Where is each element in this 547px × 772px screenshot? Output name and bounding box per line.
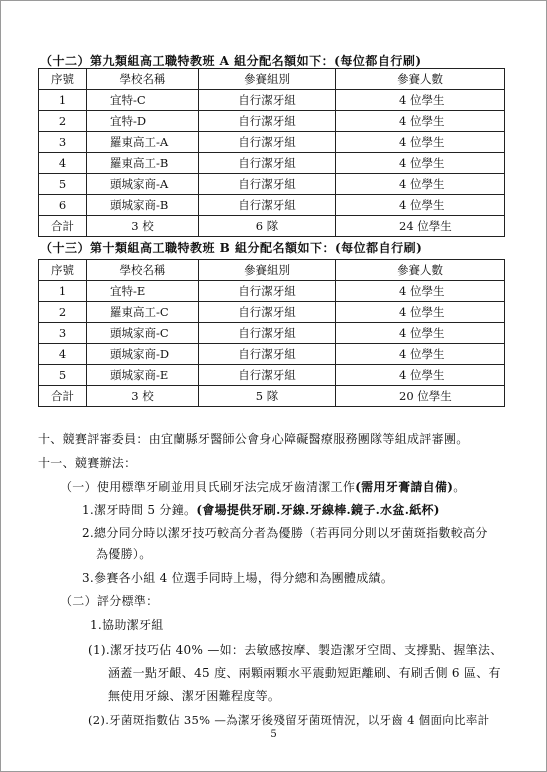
criterion-1-line-3: 無使用牙線、潔牙困難程度等。: [108, 689, 281, 703]
table-row: [39, 281, 505, 302]
cell-group: 自行潔牙組: [199, 365, 336, 386]
cell-school: 頭城家商-E: [87, 365, 199, 386]
cell-group: 自行潔牙組: [199, 132, 336, 153]
section-13-heading: （十三）第十類組高工職特教班 B 組分配名額如下：(每位都自行刷): [40, 241, 423, 255]
table-row: [39, 344, 505, 365]
cell-number: 3: [39, 323, 87, 344]
item-1-end: 。: [453, 480, 466, 494]
col-header-count: 參賽人數: [336, 260, 505, 281]
total-label: 合計: [39, 216, 87, 237]
cell-group: 自行潔牙組: [199, 281, 336, 302]
cell-number: 1: [39, 90, 87, 111]
cell-number: 2: [39, 302, 87, 323]
cell-school: 宜特-D: [87, 111, 199, 132]
cell-group: 自行潔牙組: [199, 153, 336, 174]
judges-paragraph: 十、競賽評審委員：由宜蘭縣牙醫師公會身心障礙醫療服務團隊等組成評審團。: [38, 432, 469, 446]
section-13-table: [38, 259, 505, 407]
col-header-group: 參賽組別: [199, 260, 336, 281]
item-1-text: （一）使用標準牙刷並用貝氏刷牙法完成牙齒清潔工作: [60, 480, 356, 494]
cell-count: 4 位學生: [336, 195, 505, 216]
total-teams: 5 隊: [199, 386, 336, 407]
cell-group: 自行潔牙組: [199, 111, 336, 132]
sub-item-3: 3.參賽各小組 4 位選手同時上場，得分總和為團體成績。: [82, 571, 394, 585]
cell-group: 自行潔牙組: [199, 195, 336, 216]
item-1: [60, 478, 466, 495]
criterion-1-line-2: 涵蓋一點牙齦、45 度、兩顆兩顆水平震動短距離刷、有刷舌側 6 區、有: [108, 666, 501, 680]
cell-school: 頭城家商-D: [87, 344, 199, 365]
cell-number: 5: [39, 174, 87, 195]
sub-item-2-line-1: 2.總分同分時以潔牙技巧較高分者為優勝（若再同分則以牙菌斑指數較高分: [82, 526, 488, 540]
cell-school: 頭城家商-C: [87, 323, 199, 344]
total-students: 20 位學生: [336, 386, 505, 407]
table-row: [39, 90, 505, 111]
cell-count: 4 位學生: [336, 153, 505, 174]
col-header-number: 序號: [39, 69, 87, 90]
table-row: [39, 302, 505, 323]
cell-number: 2: [39, 111, 87, 132]
cell-count: 4 位學生: [336, 365, 505, 386]
assist-group-title: 1.協助潔牙組: [90, 618, 164, 632]
cell-school: 頭城家商-A: [87, 174, 199, 195]
table-header-row: [39, 260, 505, 281]
cell-count: 4 位學生: [336, 302, 505, 323]
sub-item-1-text: 1.潔牙時間 5 分鐘。: [82, 503, 197, 517]
section-12-heading: （十二）第九類組高工職特教班 A 組分配名額如下：(每位都自行刷): [40, 54, 422, 68]
method-title: 十一、競賽辦法：: [38, 456, 137, 470]
sub-item-1: [82, 501, 440, 518]
total-label: 合計: [39, 386, 87, 407]
total-teams: 6 隊: [199, 216, 336, 237]
table-row: [39, 195, 505, 216]
item-1-note: (需用牙膏請自備): [355, 480, 454, 494]
total-students: 24 位學生: [336, 216, 505, 237]
cell-count: 4 位學生: [336, 344, 505, 365]
cell-school: 羅東高工-C: [87, 302, 199, 323]
table-total-row: [39, 216, 505, 237]
item-2: （二）評分標準：: [60, 594, 159, 608]
col-header-school: 學校名稱: [87, 260, 199, 281]
cell-group: 自行潔牙組: [199, 174, 336, 195]
cell-count: 4 位學生: [336, 174, 505, 195]
cell-group: 自行潔牙組: [199, 344, 336, 365]
cell-count: 4 位學生: [336, 90, 505, 111]
section-12-table: [38, 68, 505, 237]
cell-school: 羅東高工-B: [87, 153, 199, 174]
cell-count: 4 位學生: [336, 132, 505, 153]
table-row: [39, 111, 505, 132]
table-total-row: [39, 386, 505, 407]
table-header-row: [39, 69, 505, 90]
total-schools: 3 校: [87, 386, 199, 407]
col-header-school: 學校名稱: [87, 69, 199, 90]
cell-school: 宜特-C: [87, 90, 199, 111]
table-row: [39, 132, 505, 153]
cell-number: 6: [39, 195, 87, 216]
cell-group: 自行潔牙組: [199, 323, 336, 344]
cell-count: 4 位學生: [336, 323, 505, 344]
total-schools: 3 校: [87, 216, 199, 237]
cell-school: 宜特-E: [87, 281, 199, 302]
criterion-2-line-1: (2).牙菌斑指數佔 35% —為潔牙後殘留牙菌斑情況，以牙齒 4 個面向比率計: [88, 713, 490, 727]
sub-item-2-line-2: 為優勝）。: [96, 547, 152, 561]
cell-school: 頭城家商-B: [87, 195, 199, 216]
page-number: 5: [270, 729, 277, 740]
table-row: [39, 323, 505, 344]
cell-number: 1: [39, 281, 87, 302]
cell-number: 4: [39, 344, 87, 365]
col-header-group: 參賽組別: [199, 69, 336, 90]
cell-number: 5: [39, 365, 87, 386]
cell-school: 羅東高工-A: [87, 132, 199, 153]
criterion-1-line-1: (1).潔牙技巧佔 40% —如：去敏感按摩、製造潔牙空間、支撐點、握筆法、: [88, 643, 503, 657]
table-row: [39, 153, 505, 174]
table-row: [39, 174, 505, 195]
cell-group: 自行潔牙組: [199, 90, 336, 111]
cell-number: 4: [39, 153, 87, 174]
table-row: [39, 365, 505, 386]
cell-number: 3: [39, 132, 87, 153]
cell-count: 4 位學生: [336, 111, 505, 132]
cell-count: 4 位學生: [336, 281, 505, 302]
col-header-number: 序號: [39, 260, 87, 281]
cell-group: 自行潔牙組: [199, 302, 336, 323]
col-header-count: 參賽人數: [336, 69, 505, 90]
sub-item-1-note: (會場提供牙刷.牙線.牙線棒.鏡子.水盆.紙杯): [196, 503, 440, 517]
